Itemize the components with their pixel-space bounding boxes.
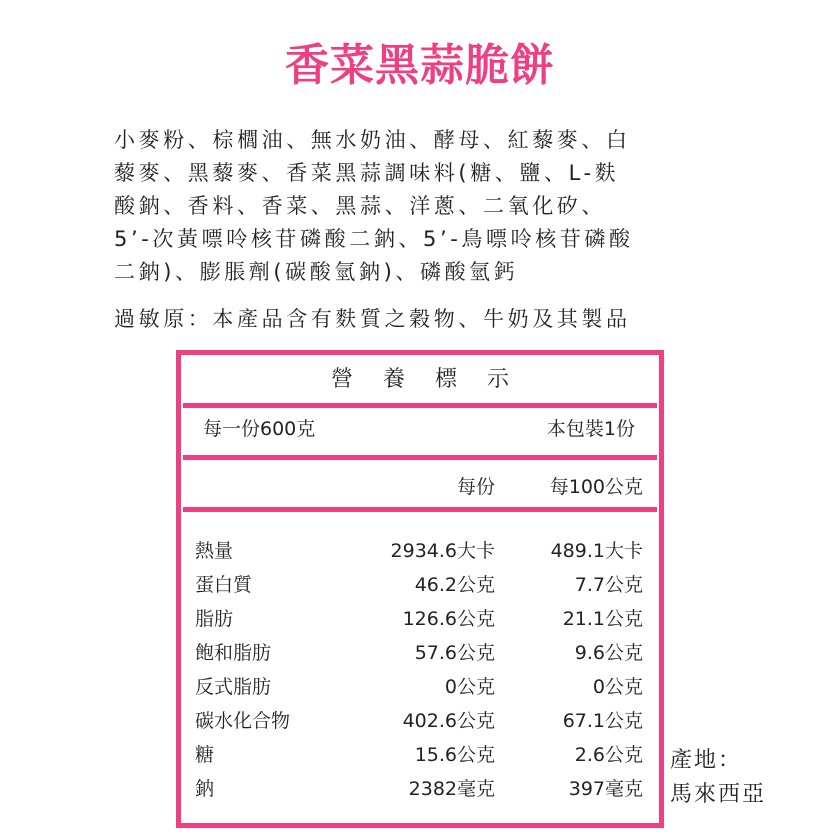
nutrient-per-100g: 489.1大卡 — [550, 540, 643, 562]
nutrient-label: 脂肪 — [195, 608, 234, 630]
servings-per-pack: 本包裝1份 — [546, 418, 635, 440]
nutrient-per-serving: 46.2公克 — [414, 574, 495, 596]
nutrient-label: 鈉 — [195, 778, 215, 800]
nutrient-label: 糖 — [195, 744, 215, 766]
serving-size: 每一份600克 — [203, 418, 316, 440]
origin-info — [670, 744, 766, 812]
nutrient-per-serving: 15.6公克 — [414, 744, 495, 766]
ingredients-list — [114, 124, 754, 289]
nutrient-per-100g: 67.1公克 — [562, 710, 643, 732]
ingredients-line: 二鈉)、膨脹劑(碳酸氫鈉)、磷酸氫鈣 — [114, 260, 519, 284]
nutrient-per-serving: 126.6公克 — [402, 608, 495, 630]
nutrient-per-serving: 2934.6大卡 — [390, 540, 495, 562]
nutrient-per-100g: 0公克 — [592, 676, 643, 698]
nutrient-label: 飽和脂肪 — [195, 642, 272, 664]
nutrient-per-serving: 402.6公克 — [402, 710, 495, 732]
nutrient-per-serving: 57.6公克 — [414, 642, 495, 664]
nutrient-label: 熱量 — [195, 540, 234, 562]
ingredients-line: 5’-次黃嘌呤核苷磷酸二鈉、5’-鳥嘌呤核苷磷酸 — [114, 227, 634, 251]
nutrient-label: 反式脂肪 — [195, 676, 272, 698]
column-header-per-100g: 每100公克 — [549, 476, 643, 498]
allergen-statement: 過敏原：本產品含有麩質之穀物、牛奶及其製品 — [114, 307, 631, 331]
origin-country: 馬來西亞 — [670, 782, 767, 807]
origin-label: 產地： — [670, 748, 743, 773]
nutrition-panel — [176, 350, 664, 828]
nutrient-per-100g: 7.7公克 — [574, 574, 643, 596]
nutrient-per-serving: 0公克 — [444, 676, 495, 698]
nutrient-per-100g: 397毫克 — [568, 778, 643, 800]
ingredients-line: 藜麥、黑藜麥、香菜黑蒜調味料(糖、鹽、L-麩 — [114, 161, 620, 185]
divider — [183, 507, 657, 512]
column-header-per-serving: 每份 — [456, 476, 495, 498]
nutrient-label: 蛋白質 — [195, 574, 253, 596]
nutrient-label: 碳水化合物 — [195, 710, 291, 732]
ingredients-line: 小麥粉、棕櫚油、無水奶油、酵母、紅藜麥、白 — [114, 128, 631, 152]
ingredients-line: 酸鈉、香料、香菜、黑蒜、洋蔥、二氧化矽、 — [114, 194, 606, 218]
nutrient-per-100g: 21.1公克 — [562, 608, 643, 630]
product-title: 香菜黑蒜脆餅 — [285, 40, 555, 91]
nutrient-per-100g: 2.6公克 — [574, 744, 643, 766]
nutrient-per-100g: 9.6公克 — [574, 642, 643, 664]
nutrition-heading: 營養標示 — [330, 367, 539, 392]
divider — [183, 455, 657, 460]
nutrient-per-serving: 2382毫克 — [408, 778, 495, 800]
divider — [183, 403, 657, 408]
